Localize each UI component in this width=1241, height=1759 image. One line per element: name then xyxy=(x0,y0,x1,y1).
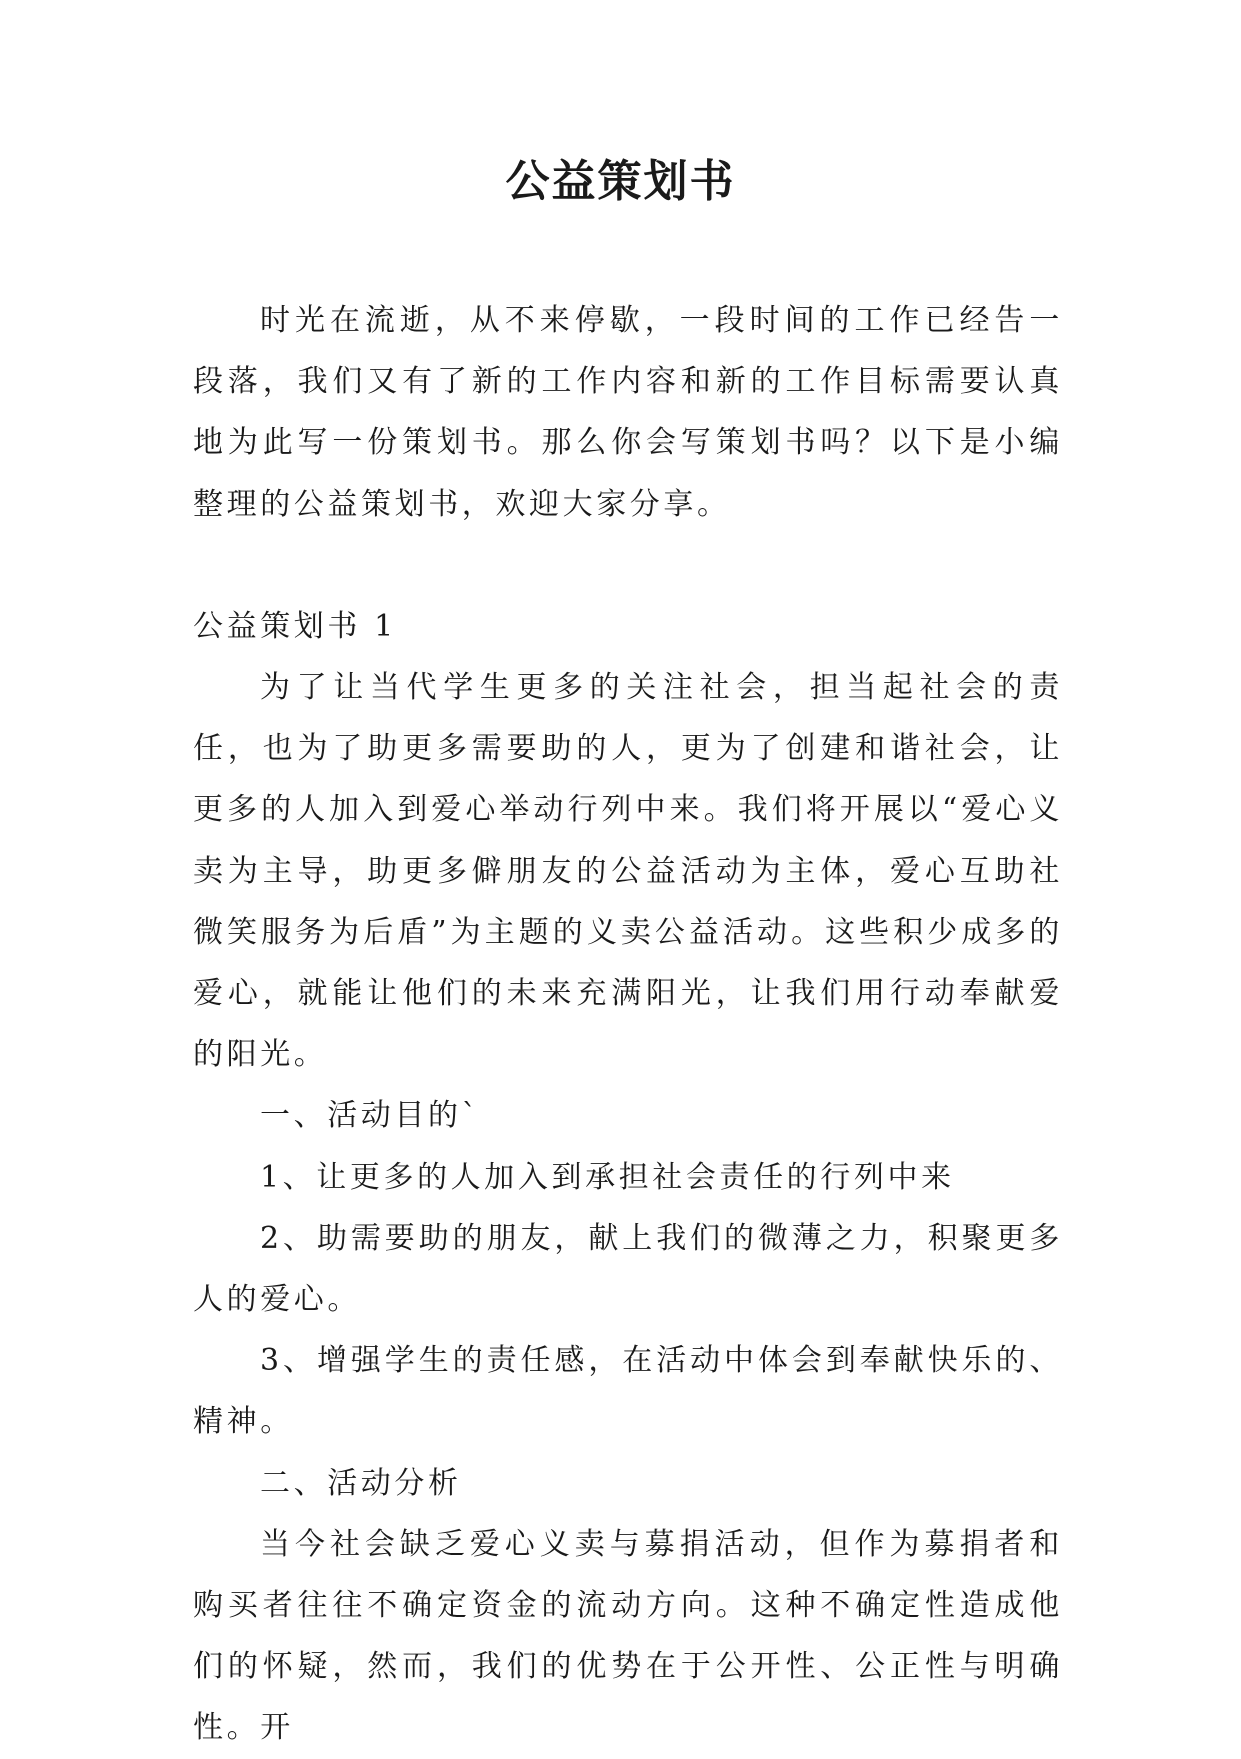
body-paragraph: 为了让当代学生更多的关注社会，担当起社会的责任，也为了助更多需要助的人，更为了创建和谐社会，让更多的人加入到爱心举动行列中来。我们将开展以“爱心义卖为主导，助更多僻朋友的公益活动为主体，爱心互助社微笑服务为后盾”为主题的义卖公益活动。这些积少成多的爱心，就能让他们的未来充满阳光，让我们用行动奉献爱的阳光。 xyxy=(193,670,1063,1073)
body-paragraph: 一、活动目的` xyxy=(260,1098,481,1134)
document-title: 公益策划书 xyxy=(505,156,736,207)
body-paragraph: 二、活动分析 xyxy=(260,1465,462,1501)
section-heading: 公益策划书 1 xyxy=(193,608,397,644)
intro-paragraph: 时光在流逝，从不来停歇，一段时间的工作已经告一段落，我们又有了新的工作内容和新的工作目标需要认真地为此写一份策划书。那么你会写策划书吗？以下是小编整理的公益策划书，欢迎大家分享。 xyxy=(193,303,1063,522)
body-paragraph: 当今社会缺乏爱心义卖与募捐活动，但作为募捐者和购买者往往不确定资金的流动方向。这种不确定性造成他们的怀疑，然而，我们的优势在于公开性、公正性与明确性。开 xyxy=(193,1526,1063,1746)
body-paragraph: 2、助需要助的朋友，献上我们的微薄之力，积聚更多人的爱心。 xyxy=(193,1220,1063,1318)
body-paragraph: 1、让更多的人加入到承担社会责任的行列中来 xyxy=(260,1159,955,1195)
paragraph-spacer xyxy=(193,535,1063,596)
document-body xyxy=(193,290,1063,1759)
body-paragraph: 3、增强学生的责任感，在活动中体会到奉献快乐的、精神。 xyxy=(193,1343,1063,1440)
